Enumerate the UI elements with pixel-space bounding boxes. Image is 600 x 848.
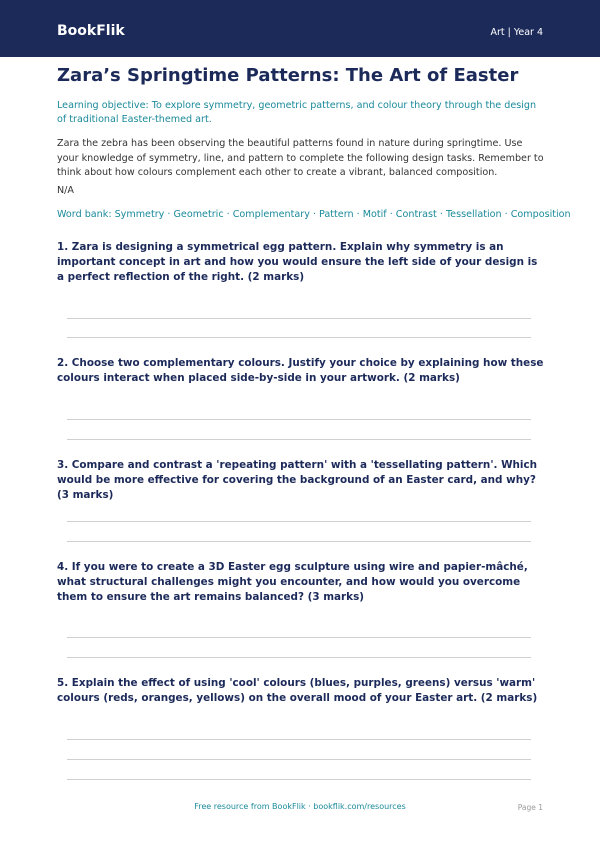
question-5: 5. Explain the effect of using 'cool' colours (blues, purples, greens) versus 'warm' colours (reds, oranges, yellows) on the overall mood of your Easter art. (2 marks) bbox=[57, 677, 538, 704]
answer-line bbox=[67, 779, 531, 780]
answer-line bbox=[67, 637, 531, 638]
answer-line bbox=[67, 521, 531, 522]
word-bank: Word bank: Symmetry · Geometric · Complementary · Pattern · Motif · Contrast · Tessellation · Composition bbox=[57, 209, 571, 220]
answer-line bbox=[67, 739, 531, 740]
subject-year-label: Art | Year 4 bbox=[490, 27, 543, 38]
answer-line bbox=[67, 657, 531, 658]
footer-credit: Free resource from BookFlik · bookflik.com/resources bbox=[194, 802, 406, 811]
answer-line bbox=[67, 419, 531, 420]
question-1: 1. Zara is designing a symmetrical egg pattern. Explain why symmetry is an important concept in art and how you would ensure the left side of your design is a perfect reflection of the right. (2 marks) bbox=[57, 241, 538, 283]
answer-line bbox=[67, 318, 531, 319]
answer-line bbox=[67, 541, 531, 542]
answer-line bbox=[67, 337, 531, 338]
na-text: N/A bbox=[57, 185, 74, 196]
page-number: Page 1 bbox=[517, 803, 543, 812]
question-3: 3. Compare and contrast a 'repeating pattern' with a 'tessellating pattern'. Which would be more effective for covering the background of an Easter card, and why? (3 marks) bbox=[57, 459, 538, 501]
learning-objective: Learning objective: To explore symmetry, geometric patterns, and colour theory through the design of traditional Easter-themed art. bbox=[57, 100, 537, 125]
answer-line bbox=[67, 759, 531, 760]
question-2: 2. Choose two complementary colours. Justify your choice by explaining how these colours interact when placed side-by-side in your artwork. (2 marks) bbox=[57, 357, 544, 384]
worksheet-title: Zara’s Springtime Patterns: The Art of Easter bbox=[57, 65, 519, 86]
question-4: 4. If you were to create a 3D Easter egg sculpture using wire and papier-mâché, what structural challenges might you encounter, and how would you overcome them to ensure the art remains balanced? (3 marks) bbox=[57, 561, 528, 603]
answer-line bbox=[67, 439, 531, 440]
intro-paragraph: Zara the zebra has been observing the beautiful patterns found in nature during springtime. Use your knowledge of symmetry, line, and pattern to complete the following design tasks. Remember to think about how colours complement each other to create a vibrant, balanced composition. bbox=[57, 138, 544, 178]
brand-logo: BookFlik bbox=[57, 23, 125, 39]
page-header bbox=[0, 0, 600, 57]
